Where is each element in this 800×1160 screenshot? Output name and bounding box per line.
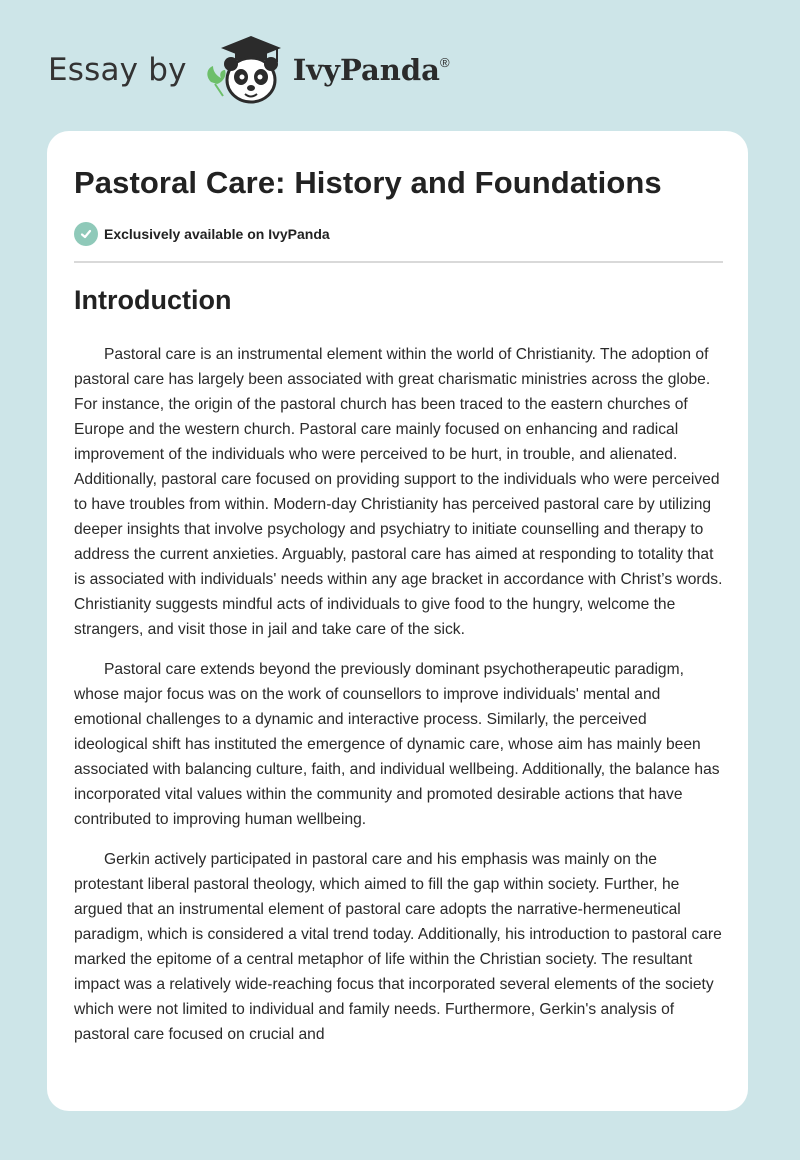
divider xyxy=(74,261,723,263)
brand-name[interactable] xyxy=(293,53,450,87)
ivypanda-logo-icon[interactable] xyxy=(201,30,289,110)
paragraph: Pastoral care extends beyond the previously dominant psychotherapeutic paradigm, whose major focus was on the work of counsellors to improve individuals' mental and emotional challenges to a dynamic and interactive process. Similarly, the perceived ideological shift has instituted the emergence of dynamic care, whose aim has mainly been associated with balancing culture, faith, and individual wellbeing. Additionally, the balance has incorporated vital values within the community and promoted desirable actions that have contributed to improving human wellbeing. xyxy=(74,661,720,828)
paragraph: Pastoral care is an instrumental element within the world of Christianity. The adoption of pastoral care has largely been associated with great charismatic ministries across the globe. For instance, the origin of the pastoral church has been traced to the eastern churches of Europe and the western church. Pastoral care mainly focused on enhancing and radical improvement of the individuals who were perceived to be hurt, in trouble, and alienated. Additionally, pastoral care focused on providing support to the individuals who were perceived to have troubles from within. Modern-day Christianity has perceived pastoral care by utilizing deeper insights that involve psychology and psychiatry to initiate counselling and therapy to address the current anxieties. Arguably, pastoral care has aimed at responding to totality that is associated with individuals' needs within any age bracket in accordance with Christ’s words. Christianity suggests mindful acts of individuals to give food to the hungry, welcome the strangers, and visit those in jail and take care of the sick. xyxy=(74,346,723,638)
exclusive-badge xyxy=(74,222,330,246)
exclusive-label: Exclusively available on IvyPanda xyxy=(104,226,330,242)
check-circle-icon xyxy=(74,222,98,246)
page-title: Pastoral Care: History and Foundations xyxy=(74,165,662,200)
registered-mark: ® xyxy=(439,55,450,70)
site-header xyxy=(48,30,450,110)
paragraph: Gerkin actively participated in pastoral care and his emphasis was mainly on the protestant liberal pastoral theology, which aimed to fill the gap within society. Further, he argued that an instrumental element of pastoral care adopts the narrative-hermeneutical paradigm, which is considered a vital trend today. Additionally, his introduction to pastoral care marked the epitome of a central metaphor of life within the Christian society. The resultant impact was a relatively wide-reaching focus that incorporated several elements of the society which were not limited to individual and family needs. Furthermore, Gerkin's analysis of pastoral care focused on crucial and xyxy=(74,851,722,1043)
essay-body xyxy=(74,342,724,1062)
section-heading-introduction: Introduction xyxy=(74,285,232,315)
essay-card xyxy=(47,131,748,1111)
brand-label: IvyPanda xyxy=(292,53,440,87)
essay-by-label: Essay by xyxy=(48,52,187,88)
